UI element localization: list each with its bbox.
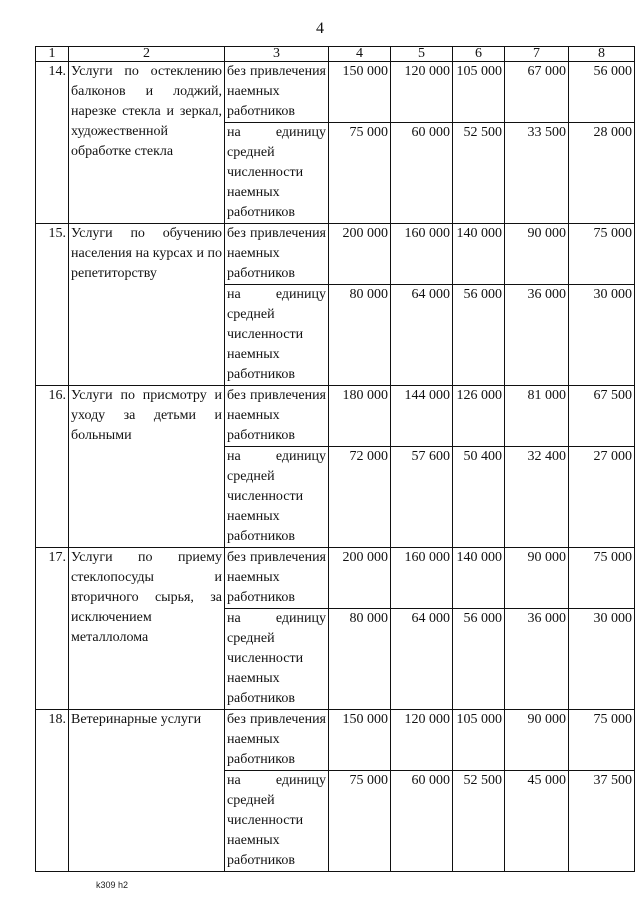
value-cell: 75 000 xyxy=(569,224,635,285)
row-group-16 xyxy=(36,386,635,548)
condition-cell: на единицу средней численности наемных работников xyxy=(225,123,329,224)
condition-cell: на единицу средней численности наемных работников xyxy=(225,447,329,548)
value-cell: 64 000 xyxy=(391,609,453,710)
row-number: 15. xyxy=(36,224,69,386)
document-code: k309 h2 xyxy=(96,880,129,890)
condition-cell: на единицу средней численности наемных работников xyxy=(225,771,329,872)
value-cell: 105 000 xyxy=(453,62,505,123)
condition-cell: без привлечения наемных работников xyxy=(225,386,329,447)
table-row xyxy=(36,224,635,285)
column-header: 8 xyxy=(569,47,635,62)
value-cell: 72 000 xyxy=(329,447,391,548)
value-cell: 180 000 xyxy=(329,386,391,447)
row-number: 14. xyxy=(36,62,69,224)
value-cell: 32 400 xyxy=(505,447,569,548)
value-cell: 52 500 xyxy=(453,771,505,872)
table-row xyxy=(36,386,635,447)
value-cell: 60 000 xyxy=(391,123,453,224)
value-cell: 200 000 xyxy=(329,224,391,285)
value-cell: 30 000 xyxy=(569,609,635,710)
value-cell: 80 000 xyxy=(329,609,391,710)
condition-cell: без привлечения наемных работников xyxy=(225,224,329,285)
row-group-14 xyxy=(36,62,635,224)
value-cell: 33 500 xyxy=(505,123,569,224)
value-cell: 45 000 xyxy=(505,771,569,872)
row-number: 18. xyxy=(36,710,69,872)
value-cell: 67 000 xyxy=(505,62,569,123)
value-cell: 75 000 xyxy=(569,548,635,609)
value-cell: 75 000 xyxy=(329,123,391,224)
tax-rates-table xyxy=(35,46,635,872)
value-cell: 60 000 xyxy=(391,771,453,872)
service-name: Услуги по обучению населения на курсах и по репетиторству xyxy=(69,224,225,386)
value-cell: 30 000 xyxy=(569,285,635,386)
table-row xyxy=(36,548,635,609)
row-number: 16. xyxy=(36,386,69,548)
column-header: 2 xyxy=(69,47,225,62)
value-cell: 150 000 xyxy=(329,710,391,771)
condition-cell: на единицу средней численности наемных работников xyxy=(225,285,329,386)
value-cell: 75 000 xyxy=(569,710,635,771)
column-header: 3 xyxy=(225,47,329,62)
value-cell: 200 000 xyxy=(329,548,391,609)
row-group-18 xyxy=(36,710,635,872)
value-cell: 28 000 xyxy=(569,123,635,224)
service-name: Услуги по остеклению балконов и лоджий, нарезке стекла и зеркал, художественной обработке стекла xyxy=(69,62,225,224)
column-header: 5 xyxy=(391,47,453,62)
value-cell: 56 000 xyxy=(569,62,635,123)
condition-cell: без привлечения наемных работников xyxy=(225,710,329,771)
value-cell: 140 000 xyxy=(453,548,505,609)
value-cell: 37 500 xyxy=(569,771,635,872)
condition-cell: на единицу средней численности наемных работников xyxy=(225,609,329,710)
column-header: 1 xyxy=(36,47,69,62)
service-name: Услуги по приему стеклопосуды и вторичного сырья, за исключением металлолома xyxy=(69,548,225,710)
value-cell: 126 000 xyxy=(453,386,505,447)
value-cell: 50 400 xyxy=(453,447,505,548)
value-cell: 57 600 xyxy=(391,447,453,548)
value-cell: 80 000 xyxy=(329,285,391,386)
value-cell: 160 000 xyxy=(391,548,453,609)
value-cell: 90 000 xyxy=(505,224,569,285)
value-cell: 105 000 xyxy=(453,710,505,771)
value-cell: 56 000 xyxy=(453,609,505,710)
service-name: Услуги по присмотру и уходу за детьми и больными xyxy=(69,386,225,548)
page-number: 4 xyxy=(316,20,324,37)
table-row xyxy=(36,710,635,771)
value-cell: 120 000 xyxy=(391,710,453,771)
column-number-row xyxy=(36,47,635,62)
column-header: 6 xyxy=(453,47,505,62)
value-cell: 140 000 xyxy=(453,224,505,285)
table-row xyxy=(36,62,635,123)
row-number: 17. xyxy=(36,548,69,710)
row-group-17 xyxy=(36,548,635,710)
condition-cell: без привлечения наемных работников xyxy=(225,548,329,609)
value-cell: 27 000 xyxy=(569,447,635,548)
value-cell: 75 000 xyxy=(329,771,391,872)
condition-cell: без привлечения наемных работников xyxy=(225,62,329,123)
column-header: 7 xyxy=(505,47,569,62)
value-cell: 64 000 xyxy=(391,285,453,386)
value-cell: 36 000 xyxy=(505,285,569,386)
value-cell: 52 500 xyxy=(453,123,505,224)
row-group-15 xyxy=(36,224,635,386)
value-cell: 81 000 xyxy=(505,386,569,447)
value-cell: 90 000 xyxy=(505,710,569,771)
value-cell: 36 000 xyxy=(505,609,569,710)
value-cell: 160 000 xyxy=(391,224,453,285)
value-cell: 120 000 xyxy=(391,62,453,123)
value-cell: 150 000 xyxy=(329,62,391,123)
value-cell: 67 500 xyxy=(569,386,635,447)
column-header: 4 xyxy=(329,47,391,62)
value-cell: 56 000 xyxy=(453,285,505,386)
service-name: Ветеринарные услуги xyxy=(69,710,225,872)
value-cell: 144 000 xyxy=(391,386,453,447)
value-cell: 90 000 xyxy=(505,548,569,609)
